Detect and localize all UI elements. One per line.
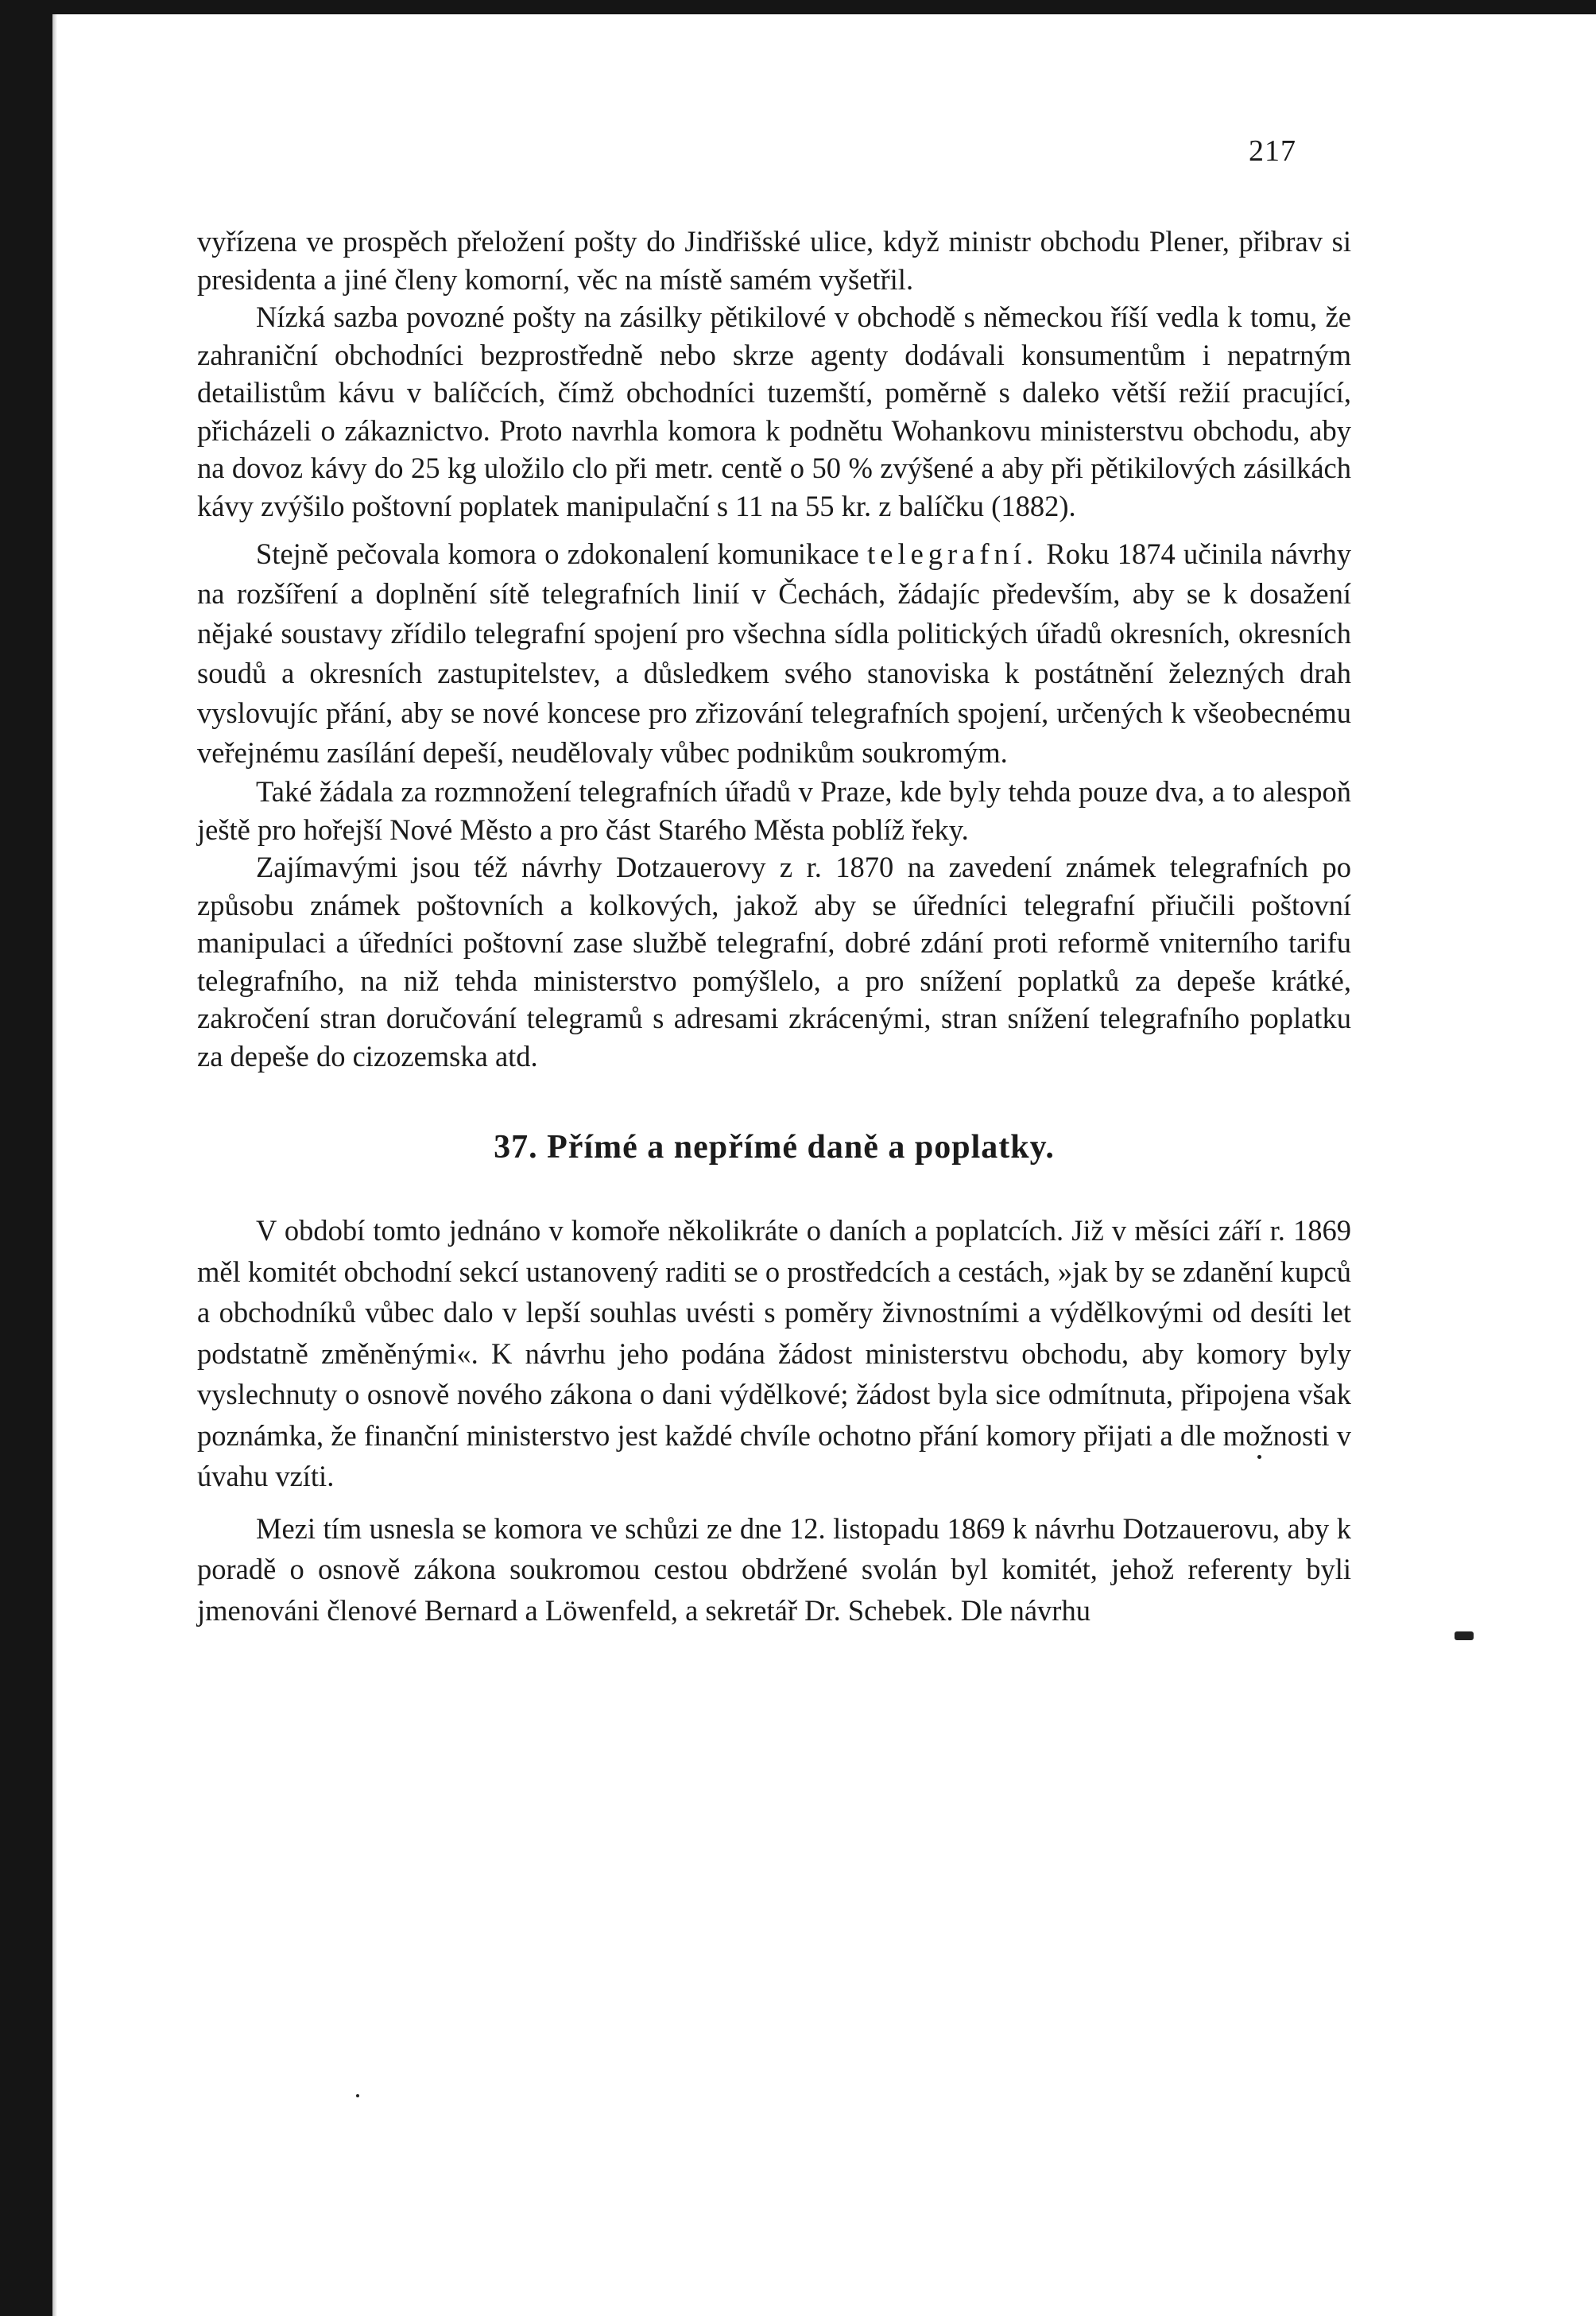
telegraph-spaced-word: telegrafní. bbox=[867, 537, 1039, 570]
scan-speck bbox=[356, 2094, 359, 2097]
paragraph-committee: Mezi tím usnesla se komora ve schůzi ze dne 12. listopadu 1869 k návrhu Dotzauerovu, aby k poradě o osnově zákona soukromou cestou obdržené svolán byl komitét, jehož referenty byli jmenováni členové Bernard a Löwenfeld, a sekretář Dr. Schebek. Dle návrhu bbox=[197, 1511, 1351, 1627]
paragraph-telegraph-offices: Také žádala za rozmnožení telegrafních úřadů v Praze, kde byly tehda pouze dva, a to alespoň ještě pro hořejší Nové Město a pro část Starého Města poblíž řeky. bbox=[197, 775, 1351, 846]
book-page bbox=[52, 14, 1596, 2316]
scan-speck bbox=[1257, 1455, 1261, 1459]
page-edge-shadow bbox=[52, 14, 57, 2316]
paragraph-coffee-parcels: Nízká sazba povozné pošty na zásilky pětikilové v obchodě s německou říší vedla k tomu, že zahraniční obchodníci bezprostředně nebo skrze agenty dodávali konsumentům i nepatrným detailistům kávu v balíčcích, čímž obchodníci tuzemští, poměrně s daleko větší režií pracující, přicházeli o zákaznictvo. Proto navrhla komora k podnětu Wohankovu ministerstvu obchodu, aby na dovoz kávy do 25 kg uložilo clo při metr. centě o 50 % zvýšené a aby při pětikilových zásilkách kávy zvýšilo poštovní poplatek manipulační s 11 na 55 kr. z balíčku (1882). bbox=[197, 301, 1351, 522]
telegraph-text-rest: Roku 1874 učinila návrhy na rozšíření a doplnění sítě telegrafních linií v Čechách, žádajíc především, aby se k dosažení nějaké soustavy zřídilo telegrafní spojení pro všechna sídla politických úřadů okresních, okresních soudů a okresních zastupitelstev, a důsledkem svého stanoviska k postátnění železných drah vyslovujíc přání, aby se nové koncese pro zřizování telegrafních spojení, určených k všeobecnému veřejnému zasílání depeší, neudělovaly vůbec podnikům soukromým. bbox=[197, 537, 1351, 769]
paragraph-post-office: vyřízena ve prospěch přeložení pošty do Jindřišské ulice, když ministr obchodu Plener, přibrav si presidenta a jiné členy komorní, věc na místě samém vyšetřil. bbox=[197, 225, 1351, 296]
telegraph-text-start: Stejně pečovala komora o zdokonalení komunikace bbox=[256, 537, 868, 570]
page-number: 217 bbox=[1249, 134, 1296, 168]
paragraph-telegraph bbox=[197, 534, 1351, 773]
paragraph-taxes: V období tomto jednáno v komoře několikráte o daních a poplatcích. Již v měsíci září r. 1869 měl komitét obchodní sekcí ustanovený raditi se o prostředcích a cestách, »jak by se zdanění kupců a obchodníků vůbec dalo v lepší souhlas uvésti s poměry živnostními a výdělkovými od desíti let podstatně změněnými«. K návrhu jeho podána žádost ministerstvu obchodu, aby komory byly vyslechnuty o osnově nového zákona o dani výdělkové; žádost byla sice odmítnuta, připojena však poznámka, že finanční ministerstvo jest každé chvíle ochotno přání komory přijati a dle možnosti v úvahu vzíti. bbox=[197, 1214, 1351, 1492]
paragraph-dotzauer-proposals: Zajímavými jsou též návrhy Dotzauerovy z r. 1870 na zavedení známek telegrafních po způsobu známek poštovních a kolkových, jakož aby se úředníci telegrafní přiučili poštovní manipulaci a úředníci poštovní zase službě telegrafní, dobré zdání proti reformě vniterního tarifu telegrafního, na niž tehda ministerstvo pomýšlelo, a pro snížení poplatků za depeše krátké, zakročení stran doručování telegramů s adresami zkrácenými, stran snížení telegrafního poplatku za depeše do cizozemska atd. bbox=[197, 851, 1351, 1073]
page-body bbox=[197, 223, 1351, 1631]
margin-ink-mark bbox=[1455, 1631, 1474, 1640]
section-heading: 37. Přímé a nepřímé daně a poplatky. bbox=[494, 1129, 1055, 1166]
